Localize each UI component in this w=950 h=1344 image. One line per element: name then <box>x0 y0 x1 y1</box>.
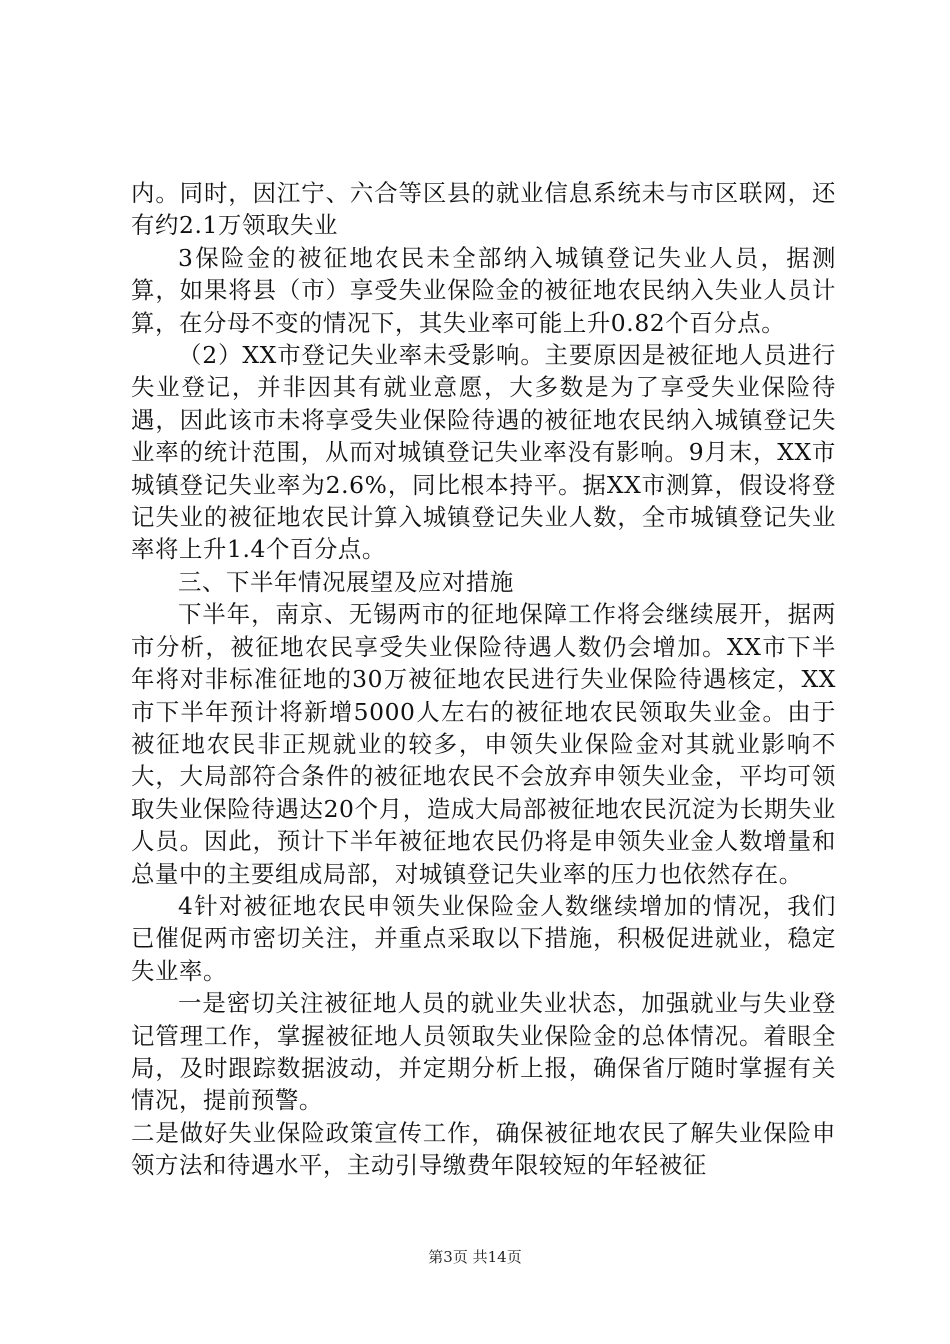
paragraph-measure-two: 二是做好失业保险政策宣传工作，确保被征地农民了解失业保险申领方法和待遇水平，主动引导缴费年限较短的年轻被征 <box>131 1118 836 1180</box>
paragraph-measures-intro: 4针对被征地农民申领失业保险金人数继续增加的情况，我们已催促两市密切关注，并重点采取以下措施，积极促进就业，稳定失业率。 <box>131 891 836 985</box>
paragraph-second-half-outlook: 下半年，南京、无锡两市的征地保障工作将会继续展开，据两市分析，被征地农民享受失业保险待遇人数仍会增加。XX市下半年将对非标准征地的30万被征地农民进行失业保险待遇核定，XX市下半年预计将新增5000人左右的被征地农民领取失业金。由于被征地农民非正规就业的较多，申领失业保险金对其就业影响不大，大局部符合条件的被征地农民不会放弃申领失业金，平均可领取失业保险待遇达20个月，造成大局部被征地农民沉淀为长期失业人员。因此，预计下半年被征地农民仍将是申领失业金人数增量和总量中的主要组成局部，对城镇登记失业率的压力也依然存在。 <box>131 600 836 888</box>
paragraph-insurance-calculation: 3保险金的被征地农民未全部纳入城镇登记失业人员，据测算，如果将县（市）享受失业保险金的被征地农民纳入失业人员计算，在分母不变的情况下，其失业率可能上升0.82个百分点。 <box>131 243 836 337</box>
section-heading: 三、下半年情况展望及应对措施 <box>178 567 514 596</box>
page-number-footer: 第3页 共14页 <box>428 1248 522 1266</box>
paragraph-measure-one: 一是密切关注被征地人员的就业失业状态，加强就业与失业登记管理工作，掌握被征地人员领取失业保险金的总体情况。着眼全局，及时跟踪数据波动，并定期分析上报，确保省厅随时掌握有关情况，提前预警。 <box>131 989 836 1115</box>
paragraph-continuation: 内。同时，因江宁、六合等区县的就业信息系统未与市区联网，还有约2.1万领取失业 <box>131 179 836 240</box>
paragraph-registered-unemployment: （2）XX市登记失业率未受影响。主要原因是被征地人员进行失业登记，并非因其有就业意愿，大多数是为了享受失业保险待遇，因此该市未将享受失业保险待遇的被征地农民纳入城镇登记失业率的统计范围，从而对城镇登记失业率没有影响。9月末，XX市城镇登记失业率为2.6%，同比根本持平。据XX市测算，假设将登记失业的被征地农民计算入城镇登记失业人数，全市城镇登记失业率将上升1.4个百分点。 <box>131 341 836 564</box>
document-body <box>131 177 836 1182</box>
